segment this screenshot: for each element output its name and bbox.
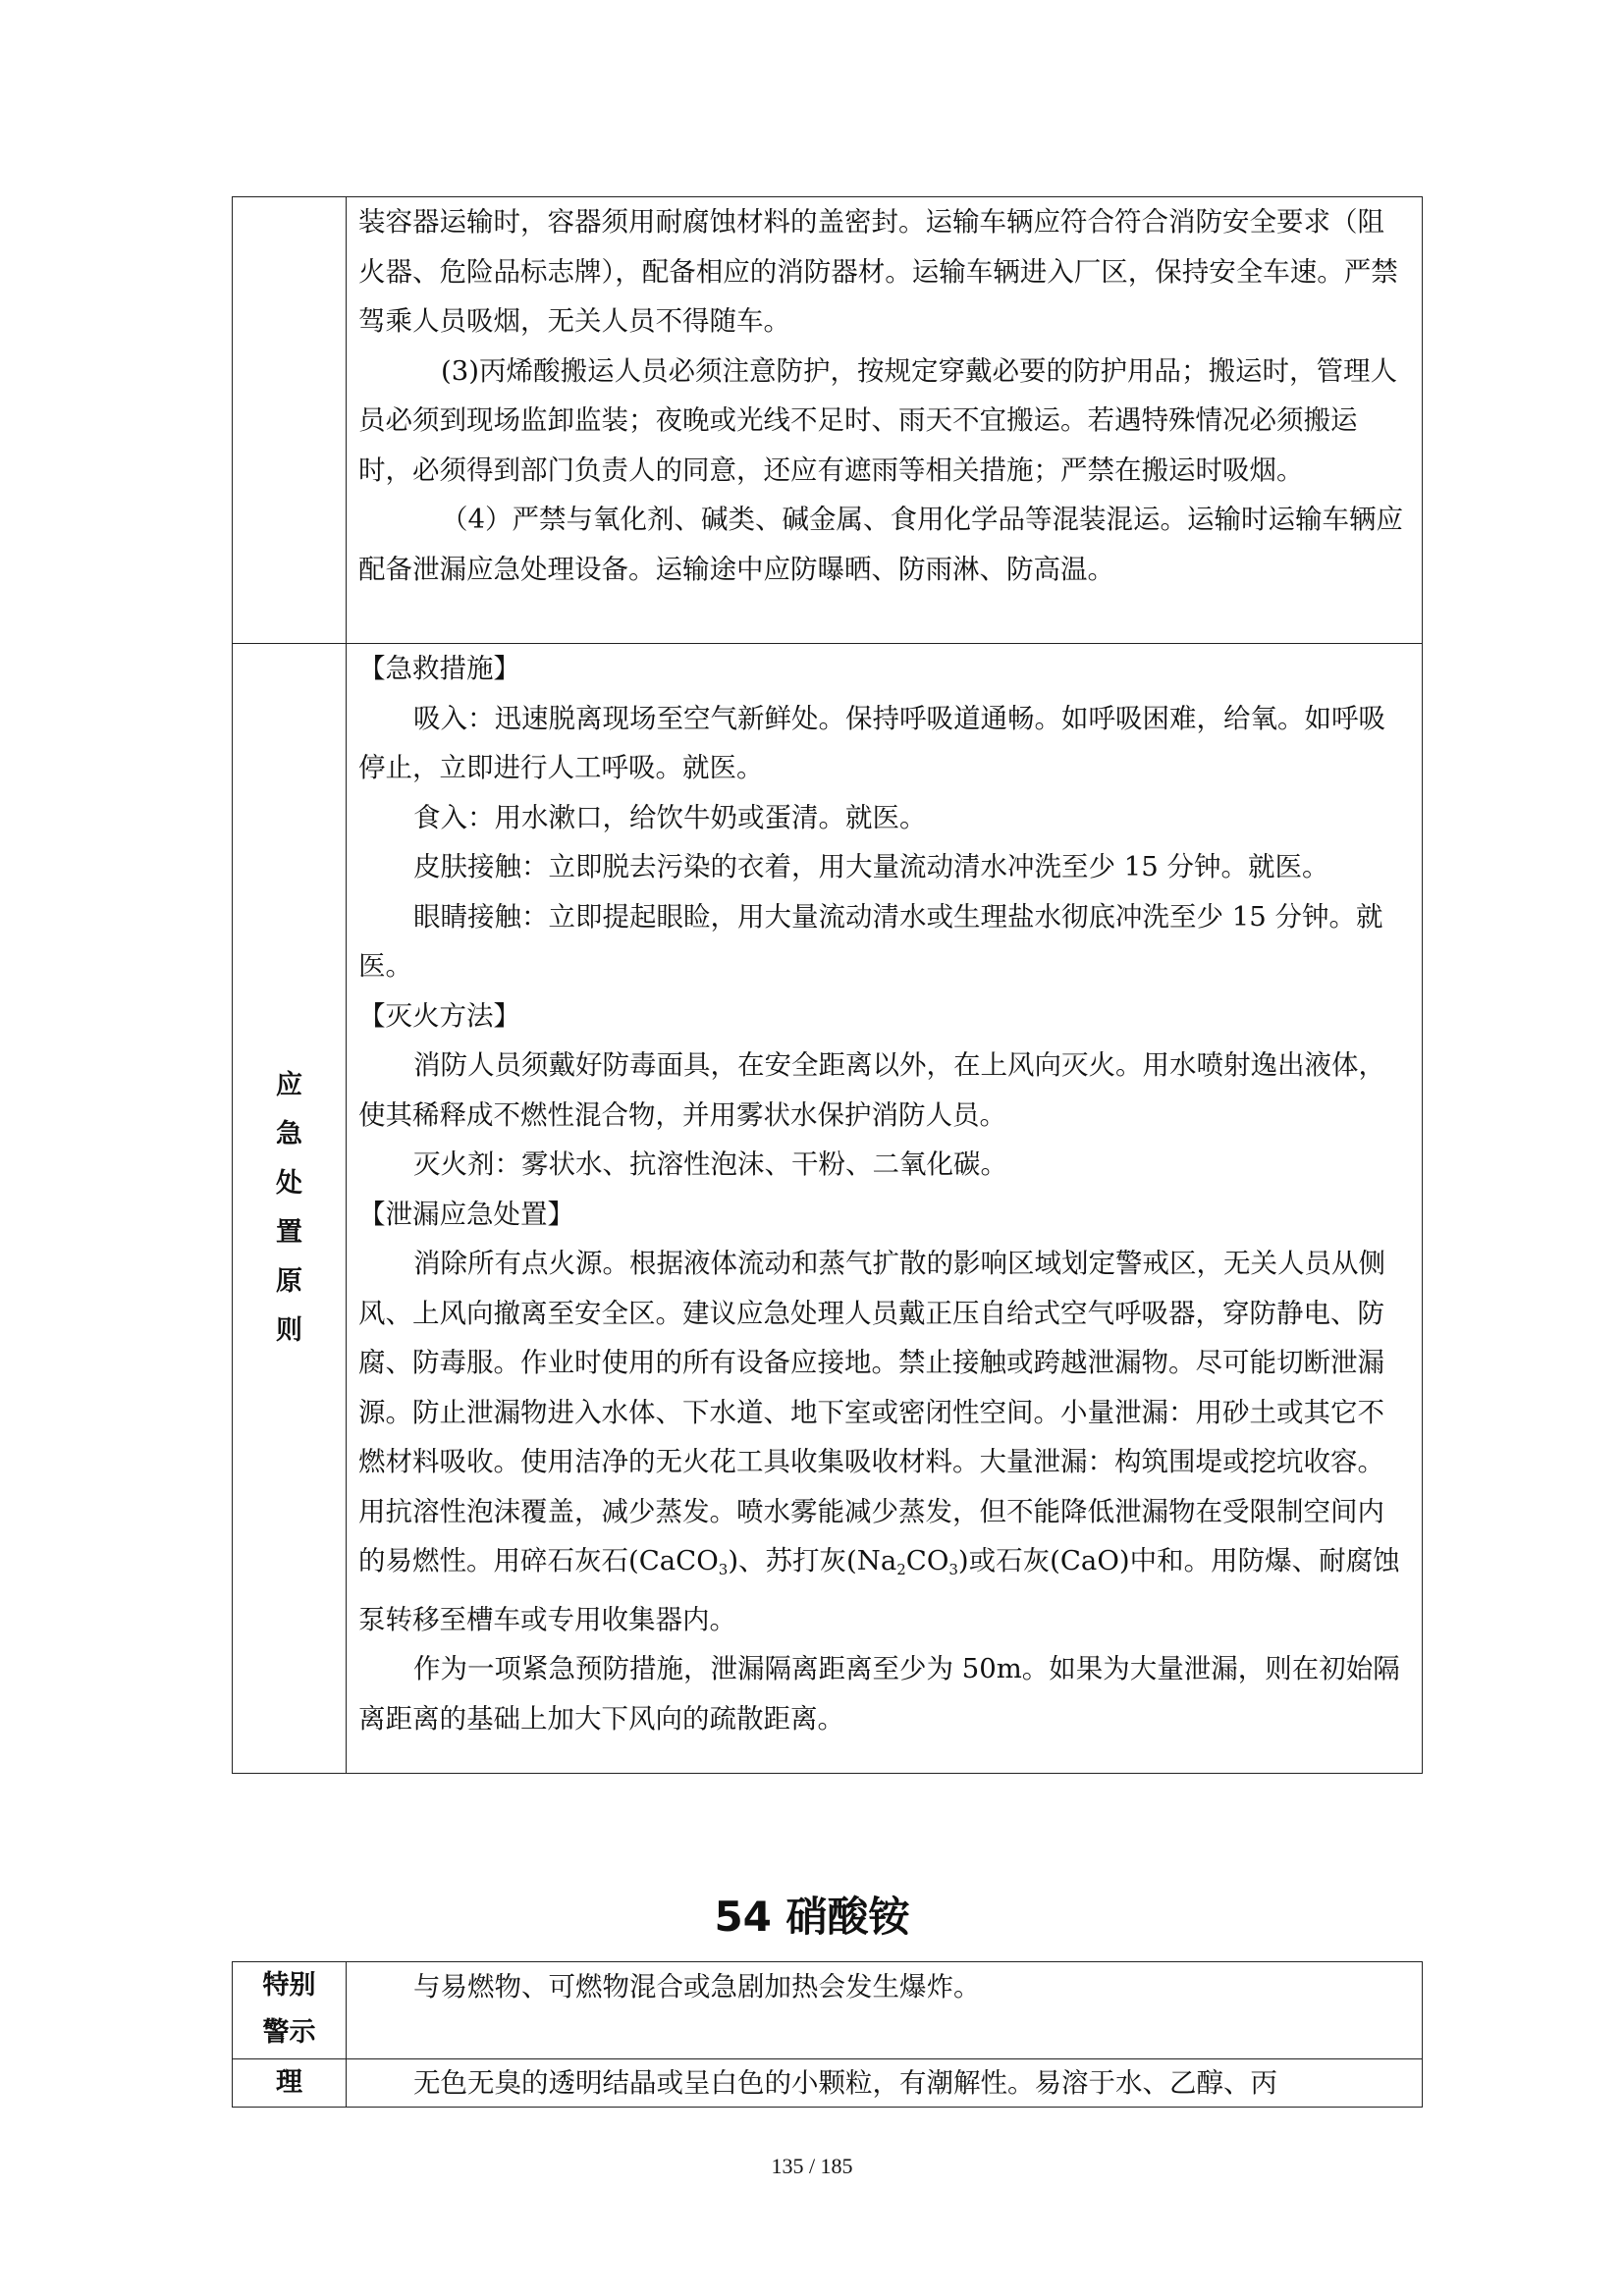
warning-text: 与易燃物、可燃物混合或急剧加热会发生爆炸。 — [413, 1971, 981, 2002]
emergency-label-char: 应 — [276, 1070, 302, 1100]
subscript-2: 2 — [896, 1561, 906, 1578]
emergency-label-char: 原 — [276, 1266, 302, 1297]
transport-content-cell — [347, 197, 1423, 644]
transport-paragraph-1: 装容器运输时，容器须用耐腐蚀材料的盖密封。运输车辆应符合符合消防安全要求（阻火器、危险品标志牌），配备相应的消防器材。运输车辆进入厂区，保持安全车速。严禁驾乘人员吸烟，无关人员不得随车。 — [358, 206, 1398, 337]
first-aid-inhalation: 吸入：迅速脱离现场至空气新鲜处。保持呼吸道通畅。如呼吸困难，给氧。如呼吸停止，立即进行人工呼吸。就医。 — [358, 702, 1385, 783]
first-aid-ingestion: 食入：用水漱口，给饮牛奶或蛋清。就医。 — [413, 801, 927, 833]
ammonium-nitrate-table — [232, 1961, 1423, 2108]
section-title: 54 硝酸铵 — [714, 1893, 910, 1941]
subscript-3: 3 — [948, 1561, 958, 1578]
first-aid-skin: 皮肤接触：立即脱去污染的衣着，用大量流动清水冲洗至少 15 分钟。就医。 — [413, 851, 1329, 882]
warning-content-cell — [347, 1962, 1423, 2059]
warning-label-cell — [233, 1962, 347, 2059]
properties-label-cell — [233, 2059, 347, 2108]
warning-label-line: 特别 — [262, 1970, 316, 2001]
warning-label — [233, 1962, 346, 2056]
leak-paragraph-2: 作为一项紧急预防措施，泄漏隔离距离至少为 50m。如果为大量泄漏，则在初始隔离距离的基础上加大下风向的疏散距离。 — [358, 1653, 1400, 1735]
emergency-label-char: 置 — [276, 1217, 302, 1248]
emergency-label-cell — [233, 644, 347, 1774]
emergency-content-cell — [347, 644, 1423, 1774]
leak-paragraph-1 — [358, 1239, 1410, 1644]
leak-heading: 【泄漏应急处置】 — [358, 1198, 574, 1230]
emergency-label-char: 处 — [276, 1168, 302, 1199]
transport-paragraph-3: （4）严禁与氧化剂、碱类、碱金属、食用化学品等混装混运。运输时运输车辆应配备泄漏应急处理设备。运输途中应防曝晒、防雨淋、防高温。 — [358, 504, 1403, 585]
page-number: 135 / 185 — [771, 2154, 853, 2178]
properties-text: 无色无臭的透明结晶或呈白色的小颗粒，有潮解性。易溶于水、乙醇、丙 — [413, 2067, 1277, 2099]
transport-label-cell — [233, 197, 347, 644]
fire-agent: 灭火剂：雾状水、抗溶性泡沫、干粉、二氧化碳。 — [413, 1148, 1007, 1180]
emergency-row — [233, 644, 1423, 1774]
hazmat-table-continued — [232, 196, 1423, 1774]
fire-heading: 【灭火方法】 — [358, 999, 520, 1032]
first-aid-eye: 眼睛接触：立即提起眼睑，用大量流动清水或生理盐水彻底冲洗至少 15 分钟。就医。 — [358, 900, 1383, 982]
warning-row — [233, 1962, 1423, 2059]
transport-row — [233, 197, 1423, 644]
first-aid-heading: 【急救措施】 — [358, 653, 520, 684]
properties-content-cell — [347, 2059, 1423, 2108]
leak-text-b: )、苏打灰(Na — [728, 1545, 897, 1576]
properties-label: 理 — [276, 2067, 302, 2098]
emergency-vertical-label — [233, 644, 346, 1773]
emergency-label-char: 急 — [276, 1119, 302, 1149]
subscript-3: 3 — [718, 1561, 729, 1578]
properties-row — [233, 2059, 1423, 2108]
leak-text-c: CO — [905, 1545, 949, 1576]
leak-text-d: )或石灰(CaO)中和。用防爆、耐腐蚀泵转移至槽车或专用收集器内。 — [358, 1545, 1400, 1635]
warning-label-line: 警示 — [262, 2017, 316, 2048]
transport-paragraph-2: (3)丙烯酸搬运人员必须注意防护，按规定穿戴必要的防护用品；搬运时，管理人员必须到现场监卸监装；夜晚或光线不足时、雨天不宜搬运。若遇特殊情况必须搬运时，必须得到部门负责人的同意，还应有遮雨等相关措施；严禁在搬运时吸烟。 — [358, 354, 1397, 486]
leak-text-a: 消除所有点火源。根据液体流动和蒸气扩散的影响区域划定警戒区，无关人员从侧风、上风向撤离至安全区。建议应急处理人员戴正压自给式空气呼吸器，穿防静电、防腐、防毒服。作业时使用的所有设备应接地。禁止接触或跨越泄漏物。尽可能切断泄漏源。防止泄漏物进入水体、下水道、地下室或密闭性空间。小量泄漏：用砂土或其它不燃材料吸收。使用洁净的无火花工具收集吸收材料。大量泄漏：构筑围堤或挖坑收容。用抗溶性泡沫覆盖，减少蒸发。喷水雾能减少蒸发，但不能降低泄漏物在受限制空间内的易燃性。用碎石灰石(CaCO — [358, 1248, 1385, 1576]
fire-paragraph: 消防人员须戴好防毒面具，在安全距离以外，在上风向灭火。用水喷射逸出液体，使其稀释成不燃性混合物，并用雾状水保护消防人员。 — [358, 1049, 1385, 1131]
emergency-label-char: 则 — [276, 1315, 302, 1346]
